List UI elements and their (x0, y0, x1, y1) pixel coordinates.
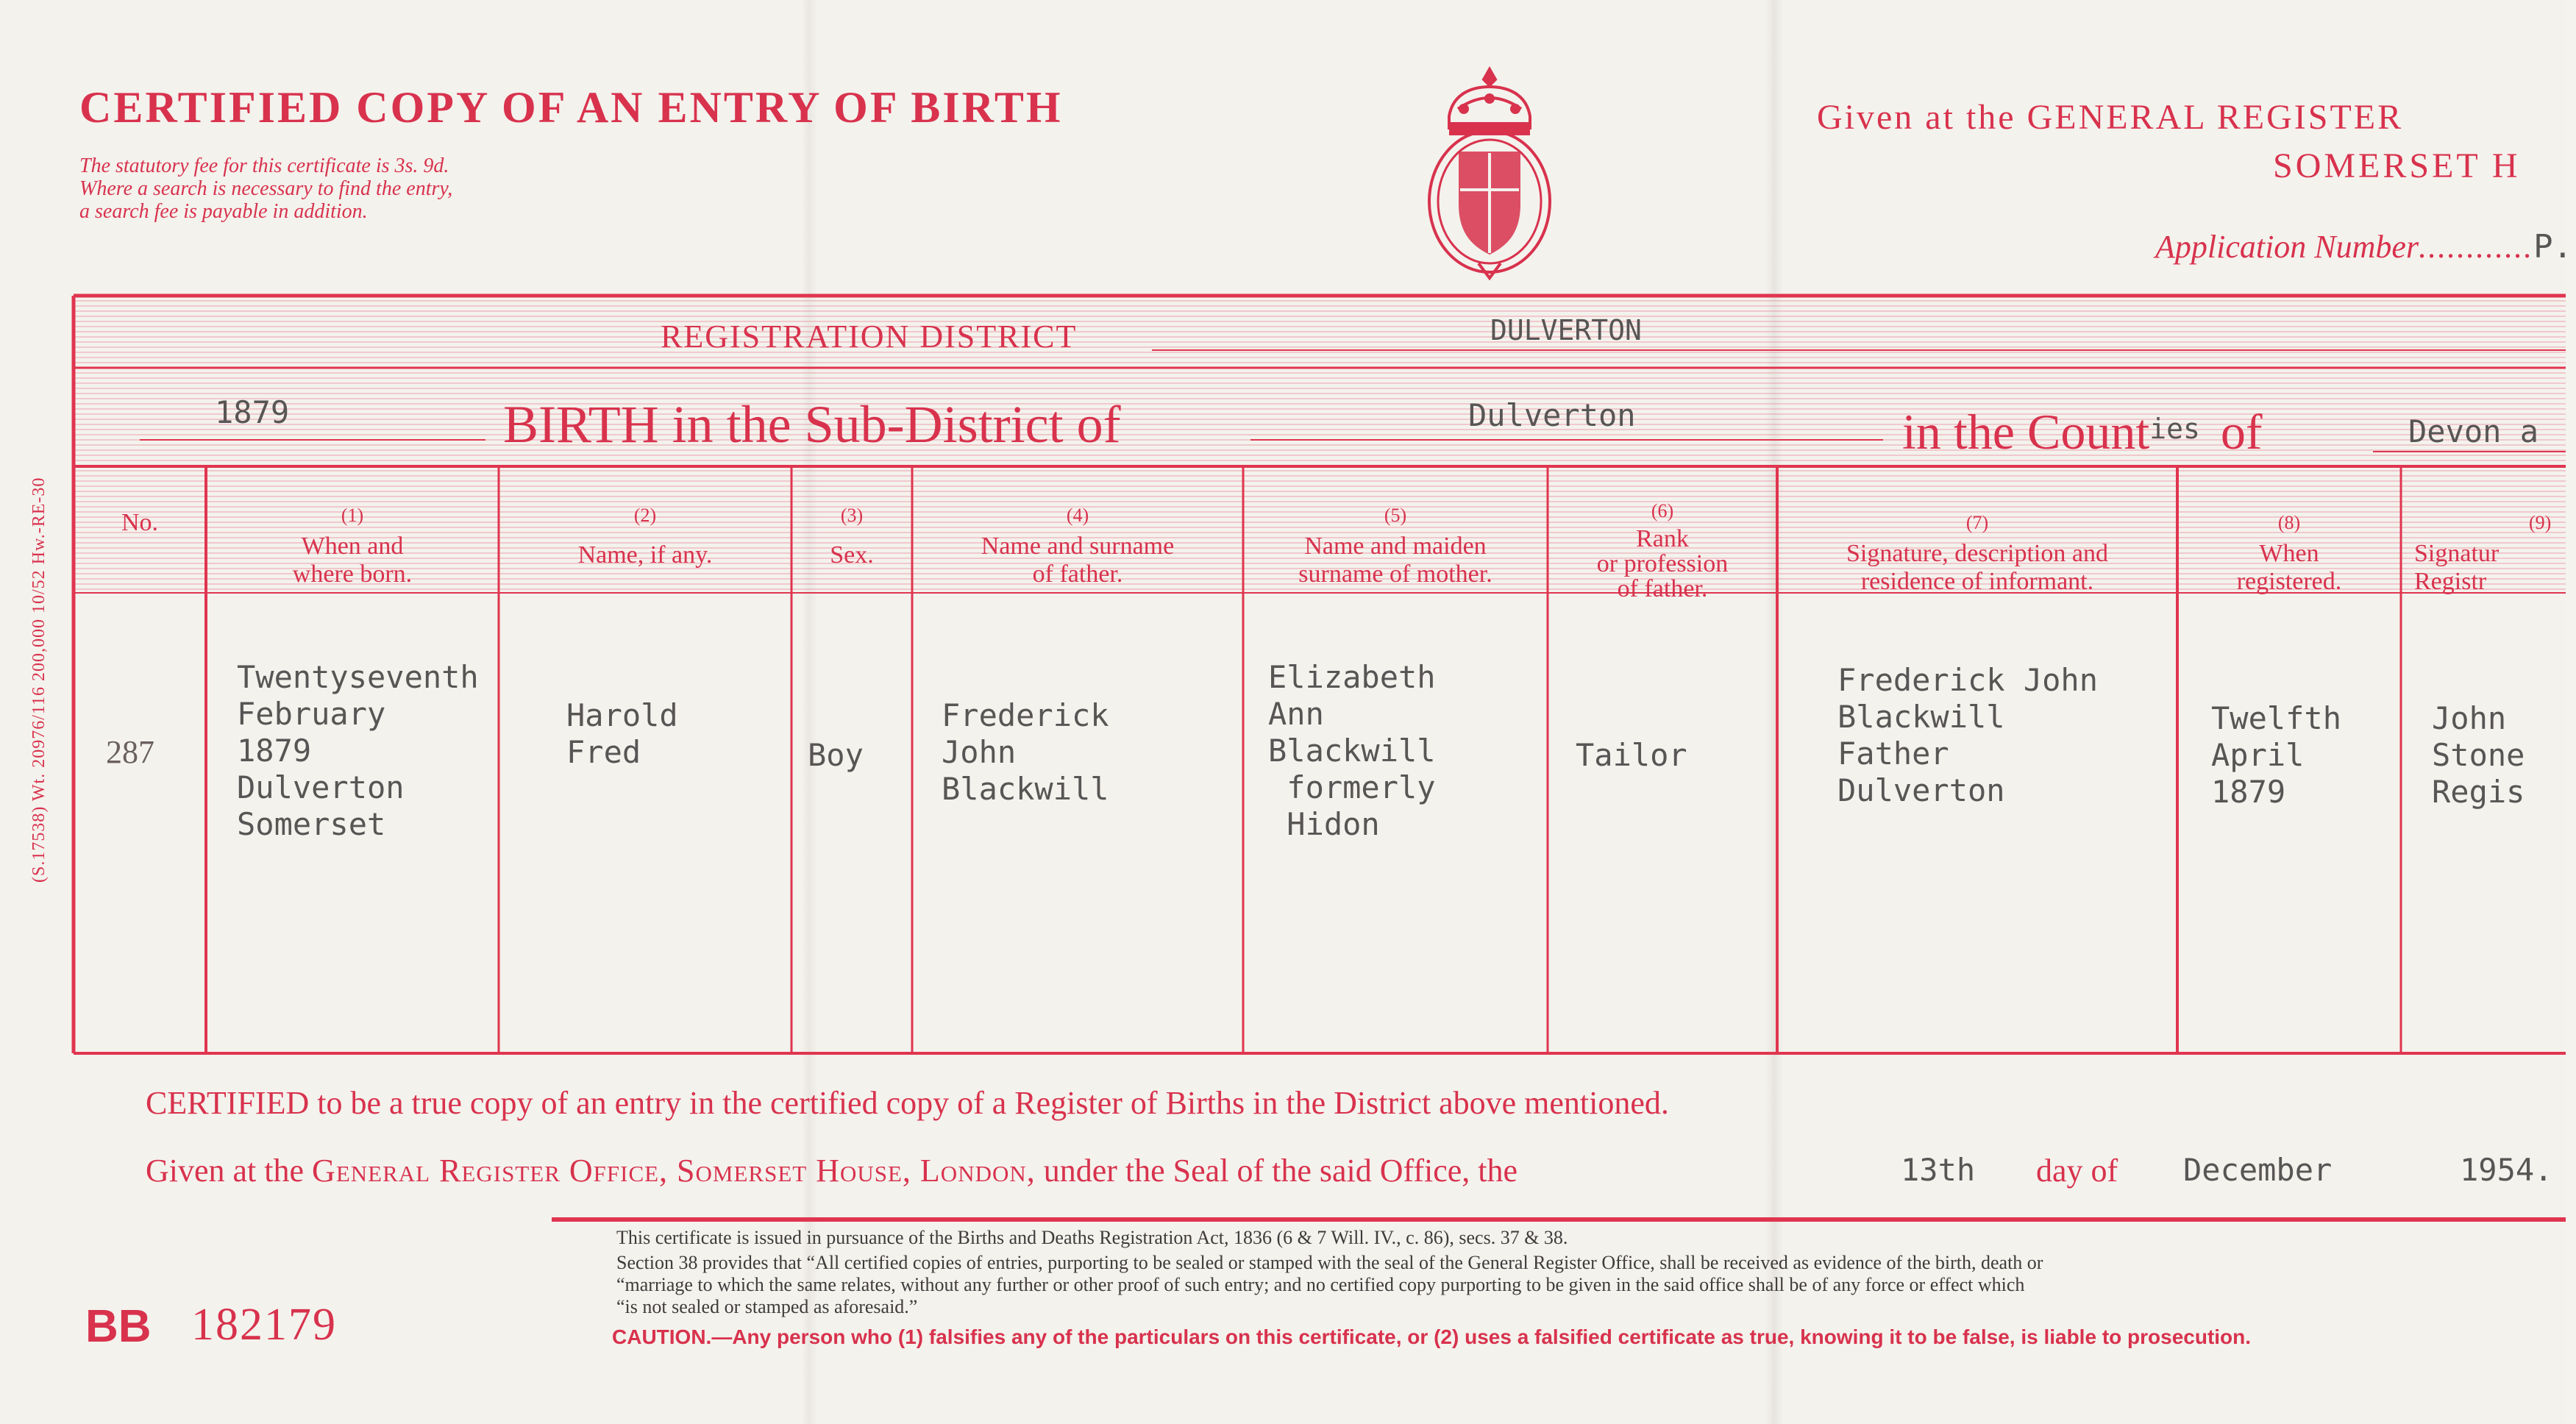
entry-registrar-signature: John Stone Regis (2432, 700, 2525, 810)
serial-prefix: BB (85, 1301, 152, 1352)
column-header-number: (9) (2529, 512, 2552, 533)
somerset-house-heading: SOMERSET H (2273, 146, 2521, 185)
column-header-informant (1777, 481, 2177, 596)
registration-year: 1879 (215, 394, 290, 430)
entry-mother-name: Elizabeth Ann Blackwill formerly Hidon (1268, 659, 1436, 842)
registration-district-label: REGISTRATION DISTRICT (661, 318, 1078, 355)
column-header-label: Sex. (830, 541, 874, 569)
birth-sub-district-label: BIRTH in the Sub-District of (503, 395, 1121, 454)
certified-day: 13th (1901, 1152, 1976, 1188)
column-header-name (499, 474, 791, 597)
column-header-number: (3) (840, 505, 864, 526)
entry-informant: Frederick John Blackwill Father Dulverton (1837, 662, 2099, 808)
column-header-number: (6) (1651, 500, 1674, 521)
column-header-label: When registered. (2236, 540, 2342, 595)
caution-notice: CAUTION.—Any person who (1) falsifies any of the particulars on this certificate, or (2) uses a falsified certificate as true, knowing it to be false, is liable to prosecution. (612, 1325, 2252, 1348)
column-header-when-where-born (206, 474, 499, 588)
column-header-label: Name and surname of father. (981, 533, 1175, 588)
entry-when-where-born: Twentyseventh February 1879 Dulverton Somerset (237, 659, 479, 842)
certified-day-of: day of (2036, 1153, 2118, 1189)
county-value: Devon a (2408, 413, 2539, 449)
entry-sex: Boy (808, 737, 864, 773)
column-header-label: Signature, description and residence of informant. (1846, 540, 2108, 595)
entry-when-registered: Twelfth April 1879 (2211, 700, 2342, 810)
fee-note-line: a search fee is payable in addition. (79, 200, 368, 223)
column-header-father (912, 474, 1243, 588)
given-at-heading: Given at the GENERAL REGISTER (1817, 98, 2404, 137)
column-header-number: (8) (2277, 512, 2301, 533)
registration-district-value: DULVERTON (1490, 314, 1642, 346)
county-label-text: in the Count (1902, 404, 2150, 460)
column-header-mother (1243, 474, 1548, 588)
given-suffix: under the Seal of the said Office, the (1043, 1153, 1518, 1189)
column-header-registrar (2401, 481, 2576, 624)
column-header-label: When and where born. (292, 533, 413, 588)
given-at-statement (146, 1152, 1518, 1189)
column-header-label: No. (121, 509, 159, 536)
column-header-when-registered (2177, 481, 2401, 596)
column-header-label: Rank or profession of father. (1596, 525, 1729, 602)
certified-year: 1954. (2460, 1152, 2553, 1188)
given-office: General Register Office, Somerset House, London, (312, 1153, 1036, 1189)
application-number-label: Application Number (2155, 229, 2419, 265)
serial-number: 182179 (191, 1300, 337, 1350)
county-of-text: of (2220, 404, 2263, 460)
column-header-no (74, 509, 206, 537)
certificate-title: CERTIFIED COPY OF AN ENTRY OF BIRTH (79, 83, 1063, 132)
county-suffix-typed: ies (2149, 413, 2200, 445)
footer-section-38-line2: “marriage to which the same relates, without any further or other proof of such entry; and no certified copy purporting to be given in the said office shall be of any force or effect which (616, 1274, 2025, 1295)
column-header-number: (5) (1384, 505, 1407, 526)
footer-section-38-line1: Section 38 provides that “All certified copies of entries, purporting to be sealed or stamped with the seal of the General Register Office, shall be received as evidence of the birth, death or (616, 1252, 2043, 1273)
column-header-number: (4) (1066, 505, 1089, 526)
footer-section-38-line3: “is not sealed or stamped as aforesaid.” (616, 1296, 918, 1317)
column-header-sex (791, 474, 912, 597)
column-header-label: Name, if any. (577, 541, 713, 569)
column-header-number: (2) (633, 505, 657, 526)
application-number-dots: ............ (2419, 229, 2534, 265)
column-header-label: Name and maiden surname of mother. (1298, 533, 1492, 588)
certified-month: December (2183, 1152, 2333, 1188)
column-header-number: (1) (341, 505, 364, 526)
footer-act-reference: This certificate is issued in pursuance of the Births and Deaths Registration Act, 1836 (6 & 7 Will. IV., c. 86), secs. 37 & 38. (616, 1227, 1568, 1248)
entry-child-name: Harold Fred (566, 697, 678, 770)
certified-statement: CERTIFIED to be a true copy of an entry in the certified copy of a Register of Births in the District above mentioned. (146, 1085, 1669, 1121)
column-header-label: Signatur Registr (2414, 540, 2499, 595)
entry-father-name: Frederick John Blackwill (942, 697, 1109, 807)
county-label (1902, 403, 2263, 461)
given-prefix: Given at the (146, 1153, 305, 1189)
fee-note-line: The statutory fee for this certificate is 3s. 9d. (79, 154, 449, 177)
column-header-number: (7) (1965, 512, 1989, 533)
entry-rank-profession: Tailor (1576, 737, 1687, 773)
fee-note-line: Where a search is necessary to find the entry, (79, 177, 453, 200)
print-code: (S.17538) Wt. 20976/116 200,000 10/52 Hw.-RE-30 (29, 477, 49, 883)
sub-district-value: Dulverton (1468, 397, 1636, 433)
application-number-value: P. (2533, 228, 2573, 266)
entry-number: 287 (106, 734, 154, 770)
column-header-rank (1548, 474, 1777, 602)
